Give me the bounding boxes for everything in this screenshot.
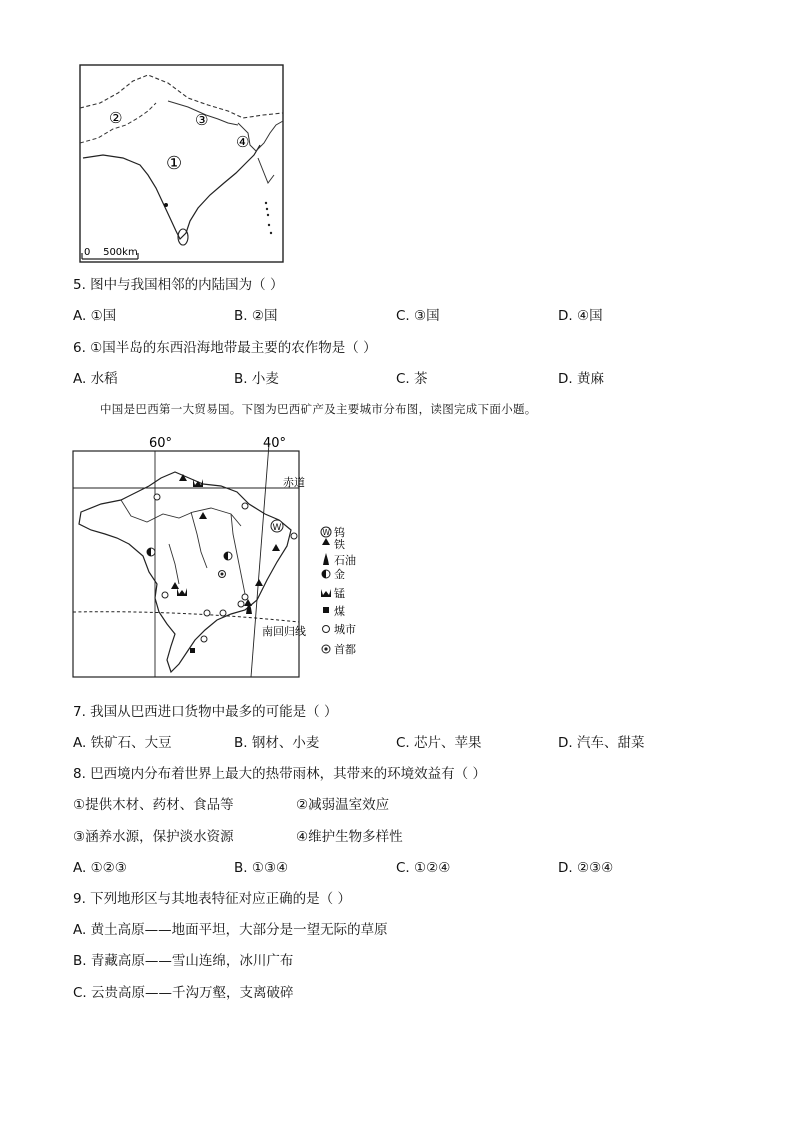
q6-option-d: D. 黄麻	[558, 371, 604, 387]
question-8-stem: 8. 巴西境内分布着世界上最大的热带雨林，其带来的环境效益有（ ）	[73, 766, 486, 782]
q8-item-1: ①提供木材、药材、食品等	[73, 797, 234, 813]
region-label-1: ①	[166, 153, 183, 174]
q9-option-a: A. 黄土高原——地面平坦，大部分是一望无际的草原	[73, 922, 388, 938]
scale-label: 0 500km	[84, 247, 138, 258]
region-label-3: ③	[195, 111, 209, 129]
question-9-stem: 9. 下列地形区与其地表特征对应正确的是（ ）	[73, 891, 351, 907]
q6-option-c: C. 茶	[396, 371, 428, 387]
passage-intro: 中国是巴西第一大贸易国。下图为巴西矿产及主要城市分布图，读图完成下面小题。	[100, 402, 537, 416]
q8-option-d: D. ②③④	[558, 860, 614, 876]
south-asia-map	[78, 63, 286, 265]
q8-option-c: C. ①②④	[396, 860, 451, 876]
q5-option-a: A. ①国	[73, 308, 117, 324]
region-label-2: ②	[109, 109, 123, 127]
q7-option-a: A. 铁矿石、大豆	[73, 735, 172, 751]
tropic-label: 南回归线	[262, 625, 306, 638]
q5-option-d: D. ④国	[558, 308, 603, 324]
q9-option-b: B. 青藏高原——雪山连绵，冰川广布	[73, 953, 294, 969]
svg-text:W: W	[322, 528, 330, 537]
legend-manganese: 锰	[334, 587, 345, 600]
lon-60-label: 60°	[149, 436, 173, 451]
lon-40-label: 40°	[263, 436, 287, 451]
question-5-stem: 5. 图中与我国相邻的内陆国为（ ）	[73, 277, 284, 293]
legend-gold: 金	[334, 568, 345, 581]
legend-capital: 首都	[334, 643, 356, 656]
legend-coal: 煤	[334, 605, 345, 618]
q8-option-b: B. ①③④	[234, 860, 289, 876]
q5-option-c: C. ③国	[396, 308, 440, 324]
q6-option-a: A. 水稻	[73, 371, 118, 387]
q8-item-2: ②减弱温室效应	[296, 797, 390, 813]
q8-option-a: A. ①②③	[73, 860, 127, 876]
region-label-4: ④	[236, 133, 250, 151]
q7-option-c: C. 芯片、苹果	[396, 735, 482, 751]
q6-option-b: B. 小麦	[234, 371, 279, 387]
svg-text:W: W	[272, 523, 282, 533]
brazil-map	[71, 434, 371, 680]
q8-item-4: ④维护生物多样性	[296, 829, 403, 845]
map-legend	[321, 525, 356, 656]
legend-tungsten: 钨	[334, 526, 345, 539]
legend-iron: 铁	[334, 538, 345, 551]
q8-item-3: ③涵养水源，保护淡水资源	[73, 829, 234, 845]
legend-petroleum: 石油	[334, 554, 356, 567]
q9-option-c: C. 云贵高原——千沟万壑，支离破碎	[73, 985, 294, 1001]
q7-option-b: B. 钢材、小麦	[234, 735, 320, 751]
question-7-stem: 7. 我国从巴西进口货物中最多的可能是（ ）	[73, 704, 338, 720]
legend-city: 城市	[334, 623, 356, 636]
q7-option-d: D. 汽车、甜菜	[558, 735, 645, 751]
question-6-stem: 6. ①国半岛的东西沿海地带最主要的农作物是（ ）	[73, 340, 377, 356]
equator-label: 赤道	[283, 476, 305, 489]
q5-option-b: B. ②国	[234, 308, 278, 324]
